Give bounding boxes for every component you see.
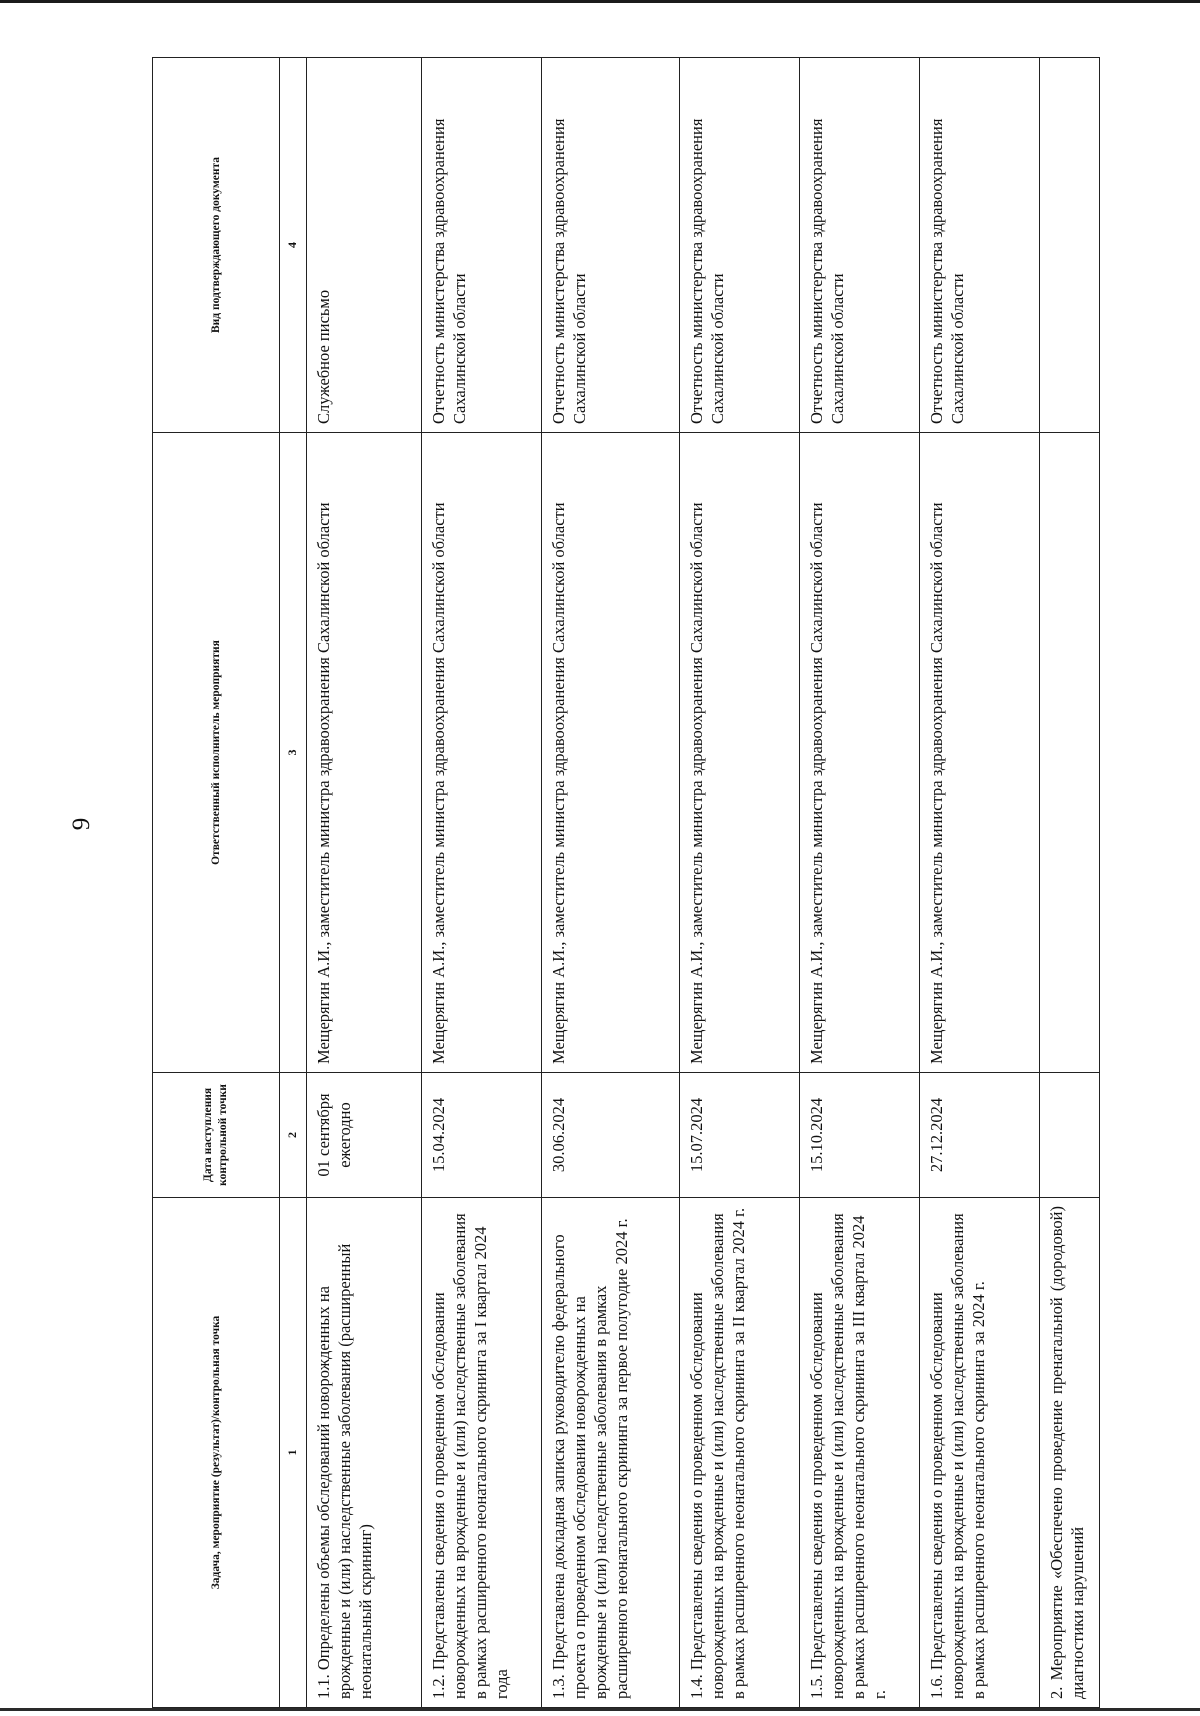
column-number: 1 bbox=[280, 1198, 307, 1708]
responsible-cell: Мещерягин А.И., заместитель министра здравоохранения Сахалинской области bbox=[307, 433, 422, 1073]
table-row bbox=[422, 58, 542, 1708]
responsible-cell: Мещерягин А.И., заместитель министра здравоохранения Сахалинской области bbox=[800, 433, 920, 1073]
document-cell: Отчетность министерства здравоохранения Сахалинской области bbox=[422, 58, 542, 433]
responsible-cell: Мещерягин А.И., заместитель министра здравоохранения Сахалинской области bbox=[920, 433, 1040, 1073]
header-task: Задача, мероприятие (результат)/контрольная точка bbox=[153, 1198, 280, 1708]
table-row bbox=[680, 58, 800, 1708]
responsible-cell bbox=[1040, 433, 1100, 1073]
date-cell: 01 сентября ежегодно bbox=[307, 1073, 422, 1198]
document-cell: Отчетность министерства здравоохранения Сахалинской области bbox=[800, 58, 920, 433]
header-date: Дата наступления контрольной точки bbox=[153, 1073, 280, 1198]
date-cell: 15.04.2024 bbox=[422, 1073, 542, 1198]
task-cell: 1.6. Представлены сведения о проведенном обследовании новорожденных на врожденные и (или) наследственные заболевания в рамках расширенного неонатального скрининга за 2024 г. bbox=[920, 1198, 1040, 1708]
responsible-cell: Мещерягин А.И., заместитель министра здравоохранения Сахалинской области bbox=[422, 433, 542, 1073]
document-cell: Отчетность министерства здравоохранения Сахалинской области bbox=[680, 58, 800, 433]
schedule-table bbox=[152, 57, 1100, 1708]
task-cell: 1.4. Представлены сведения о проведенном обследовании новорожденных на врожденные и (или) наследственные заболевания в рамках расширенного неонатального скрининга за II квартал 2024 г. bbox=[680, 1198, 800, 1708]
document-cell: Отчетность министерства здравоохранения Сахалинской области bbox=[542, 58, 680, 433]
date-cell bbox=[1040, 1073, 1100, 1198]
responsible-cell: Мещерягин А.И., заместитель министра здравоохранения Сахалинской области bbox=[680, 433, 800, 1073]
table-row bbox=[307, 58, 422, 1708]
column-number: 3 bbox=[280, 433, 307, 1073]
header-responsible: Ответственный исполнитель мероприятия bbox=[153, 433, 280, 1073]
date-cell: 27.12.2024 bbox=[920, 1073, 1040, 1198]
date-cell: 30.06.2024 bbox=[542, 1073, 680, 1198]
table-header-row bbox=[153, 58, 280, 1708]
task-cell: 2. Мероприятие «Обеспечено проведение пренатальной (дородовой) диагностики нарушений bbox=[1040, 1198, 1100, 1708]
document-cell: Отчетность министерства здравоохранения Сахалинской области bbox=[920, 58, 1040, 433]
document-cell: Служебное письмо bbox=[307, 58, 422, 433]
document-cell bbox=[1040, 58, 1100, 433]
table-row bbox=[800, 58, 920, 1708]
task-cell: 1.5. Представлены сведения о проведенном обследовании новорожденных на врожденные и (или) наследственные заболевания в рамках расширенного неонатального скрининга за III квартал 2024 г. bbox=[800, 1198, 920, 1708]
scan-top-edge bbox=[0, 0, 1200, 3]
table-row bbox=[920, 58, 1040, 1708]
task-cell: 1.3. Представлена докладная записка руководителю федерального проекта о проведенном обследовании новорожденных на врожденные и (или) наследственные заболевания в рамках расширенного неонатального скрининга за первое полугодие 2024 г. bbox=[542, 1198, 680, 1708]
page-number: 9 bbox=[68, 817, 95, 831]
column-number-row bbox=[280, 58, 307, 1708]
task-cell: 1.2. Представлены сведения о проведенном обследовании новорожденных на врожденные и (или) наследственные заболевания в рамках расширенного неонатального скрининга за I квартал 2024 года bbox=[422, 1198, 542, 1708]
column-number: 2 bbox=[280, 1073, 307, 1198]
document-page bbox=[152, 58, 1177, 1708]
task-cell: 1.1. Определены объемы обследований новорожденных на врожденные и (или) наследственные заболевания (расширенный неонатальный скрининг) bbox=[307, 1198, 422, 1708]
date-cell: 15.07.2024 bbox=[680, 1073, 800, 1198]
header-document: Вид подтверждающего документа bbox=[153, 58, 280, 433]
table-row bbox=[542, 58, 680, 1708]
scan-bottom-edge bbox=[0, 1708, 1200, 1711]
table-row bbox=[1040, 58, 1100, 1708]
column-number: 4 bbox=[280, 58, 307, 433]
responsible-cell: Мещерягин А.И., заместитель министра здравоохранения Сахалинской области bbox=[542, 433, 680, 1073]
date-cell: 15.10.2024 bbox=[800, 1073, 920, 1198]
